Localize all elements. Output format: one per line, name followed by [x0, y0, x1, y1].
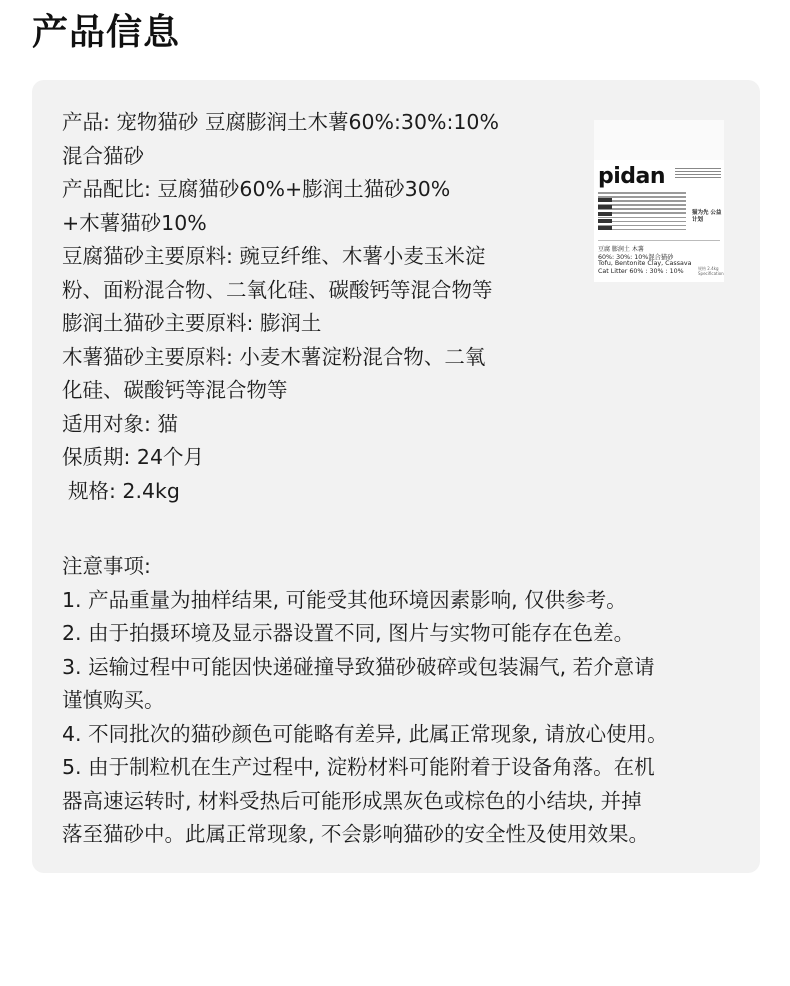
product-info-list [62, 106, 552, 508]
page-title: 产品信息 [32, 12, 181, 53]
package-brand-logo: pidan [598, 164, 666, 189]
info-line: 粉、面粉混合物、二氧化硅、碳酸钙等混合物等 [62, 277, 493, 302]
info-line: 化硅、碳酸钙等混合物等 [62, 378, 288, 402]
info-line: 适用对象: 猫 [62, 411, 178, 436]
info-line: 保质期: 24个月 [62, 445, 205, 469]
package-ratio-cn: 60%: 30%: 10%混合猫砂 [598, 254, 674, 261]
notes-section [62, 550, 732, 852]
package-side-label: 猫为先 公益计划 [692, 210, 722, 223]
note-line: 谨慎购买。 [62, 688, 165, 712]
package-fine-print [675, 166, 721, 180]
note-line: 器高速运转时, 材料受热后可能形成黑灰色或棕色的小结块, 并掉 [62, 788, 642, 813]
note-line: 1. 产品重量为抽样结果, 可能受其他环境因素影响, 仅供参考。 [62, 587, 627, 612]
note-line: 落至猫砂中。此属正常现象, 不会影响猫砂的安全性及使用效果。 [62, 822, 650, 846]
package-divider [598, 240, 720, 241]
package-name-en-ratio: Cat Litter 60% : 30% : 10% [598, 268, 684, 275]
info-line: 产品配比: 豆腐猫砂60%+膨润土猫砂30% [62, 177, 451, 201]
note-line: 2. 由于拍摄环境及显示器设置不同, 图片与实物可能存在色差。 [62, 621, 635, 645]
notes-heading: 注意事项: [62, 554, 151, 578]
note-line: 4. 不同批次的猫砂颜色可能略有差异, 此属正常现象, 请放心使用。 [62, 721, 668, 746]
note-line: 5. 由于制粒机在生产过程中, 淀粉材料可能附着于设备角落。在机 [62, 755, 655, 779]
package-icon-bars [598, 198, 612, 233]
info-line: 规格: 2.4kg [68, 478, 180, 503]
package-top-area [594, 120, 724, 160]
package-name-cn: 豆腐 膨润土 木薯 [598, 246, 644, 253]
product-package-image [594, 120, 724, 282]
info-line: 木薯猫砂主要原料: 小麦木薯淀粉混合物、二氧 [62, 344, 486, 369]
package-spec: 规格 2.4kg Specification [698, 266, 724, 276]
info-line: 豆腐猫砂主要原料: 豌豆纤维、木薯小麦玉米淀 [62, 244, 486, 268]
info-line: 膨润土猫砂主要原料: 膨润土 [62, 311, 322, 335]
info-line: +木薯猫砂10% [62, 210, 207, 235]
info-line: 混合猫砂 [62, 143, 144, 168]
info-line: 产品: 宠物猫砂 豆腐膨润土木薯60%:30%:10% [62, 110, 499, 134]
note-line: 3. 运输过程中可能因快递碰撞导致猫砂破碎或包装漏气, 若介意请 [62, 654, 655, 679]
package-name-en: Tofu, Bentonite Clay, Cassava [598, 260, 692, 267]
